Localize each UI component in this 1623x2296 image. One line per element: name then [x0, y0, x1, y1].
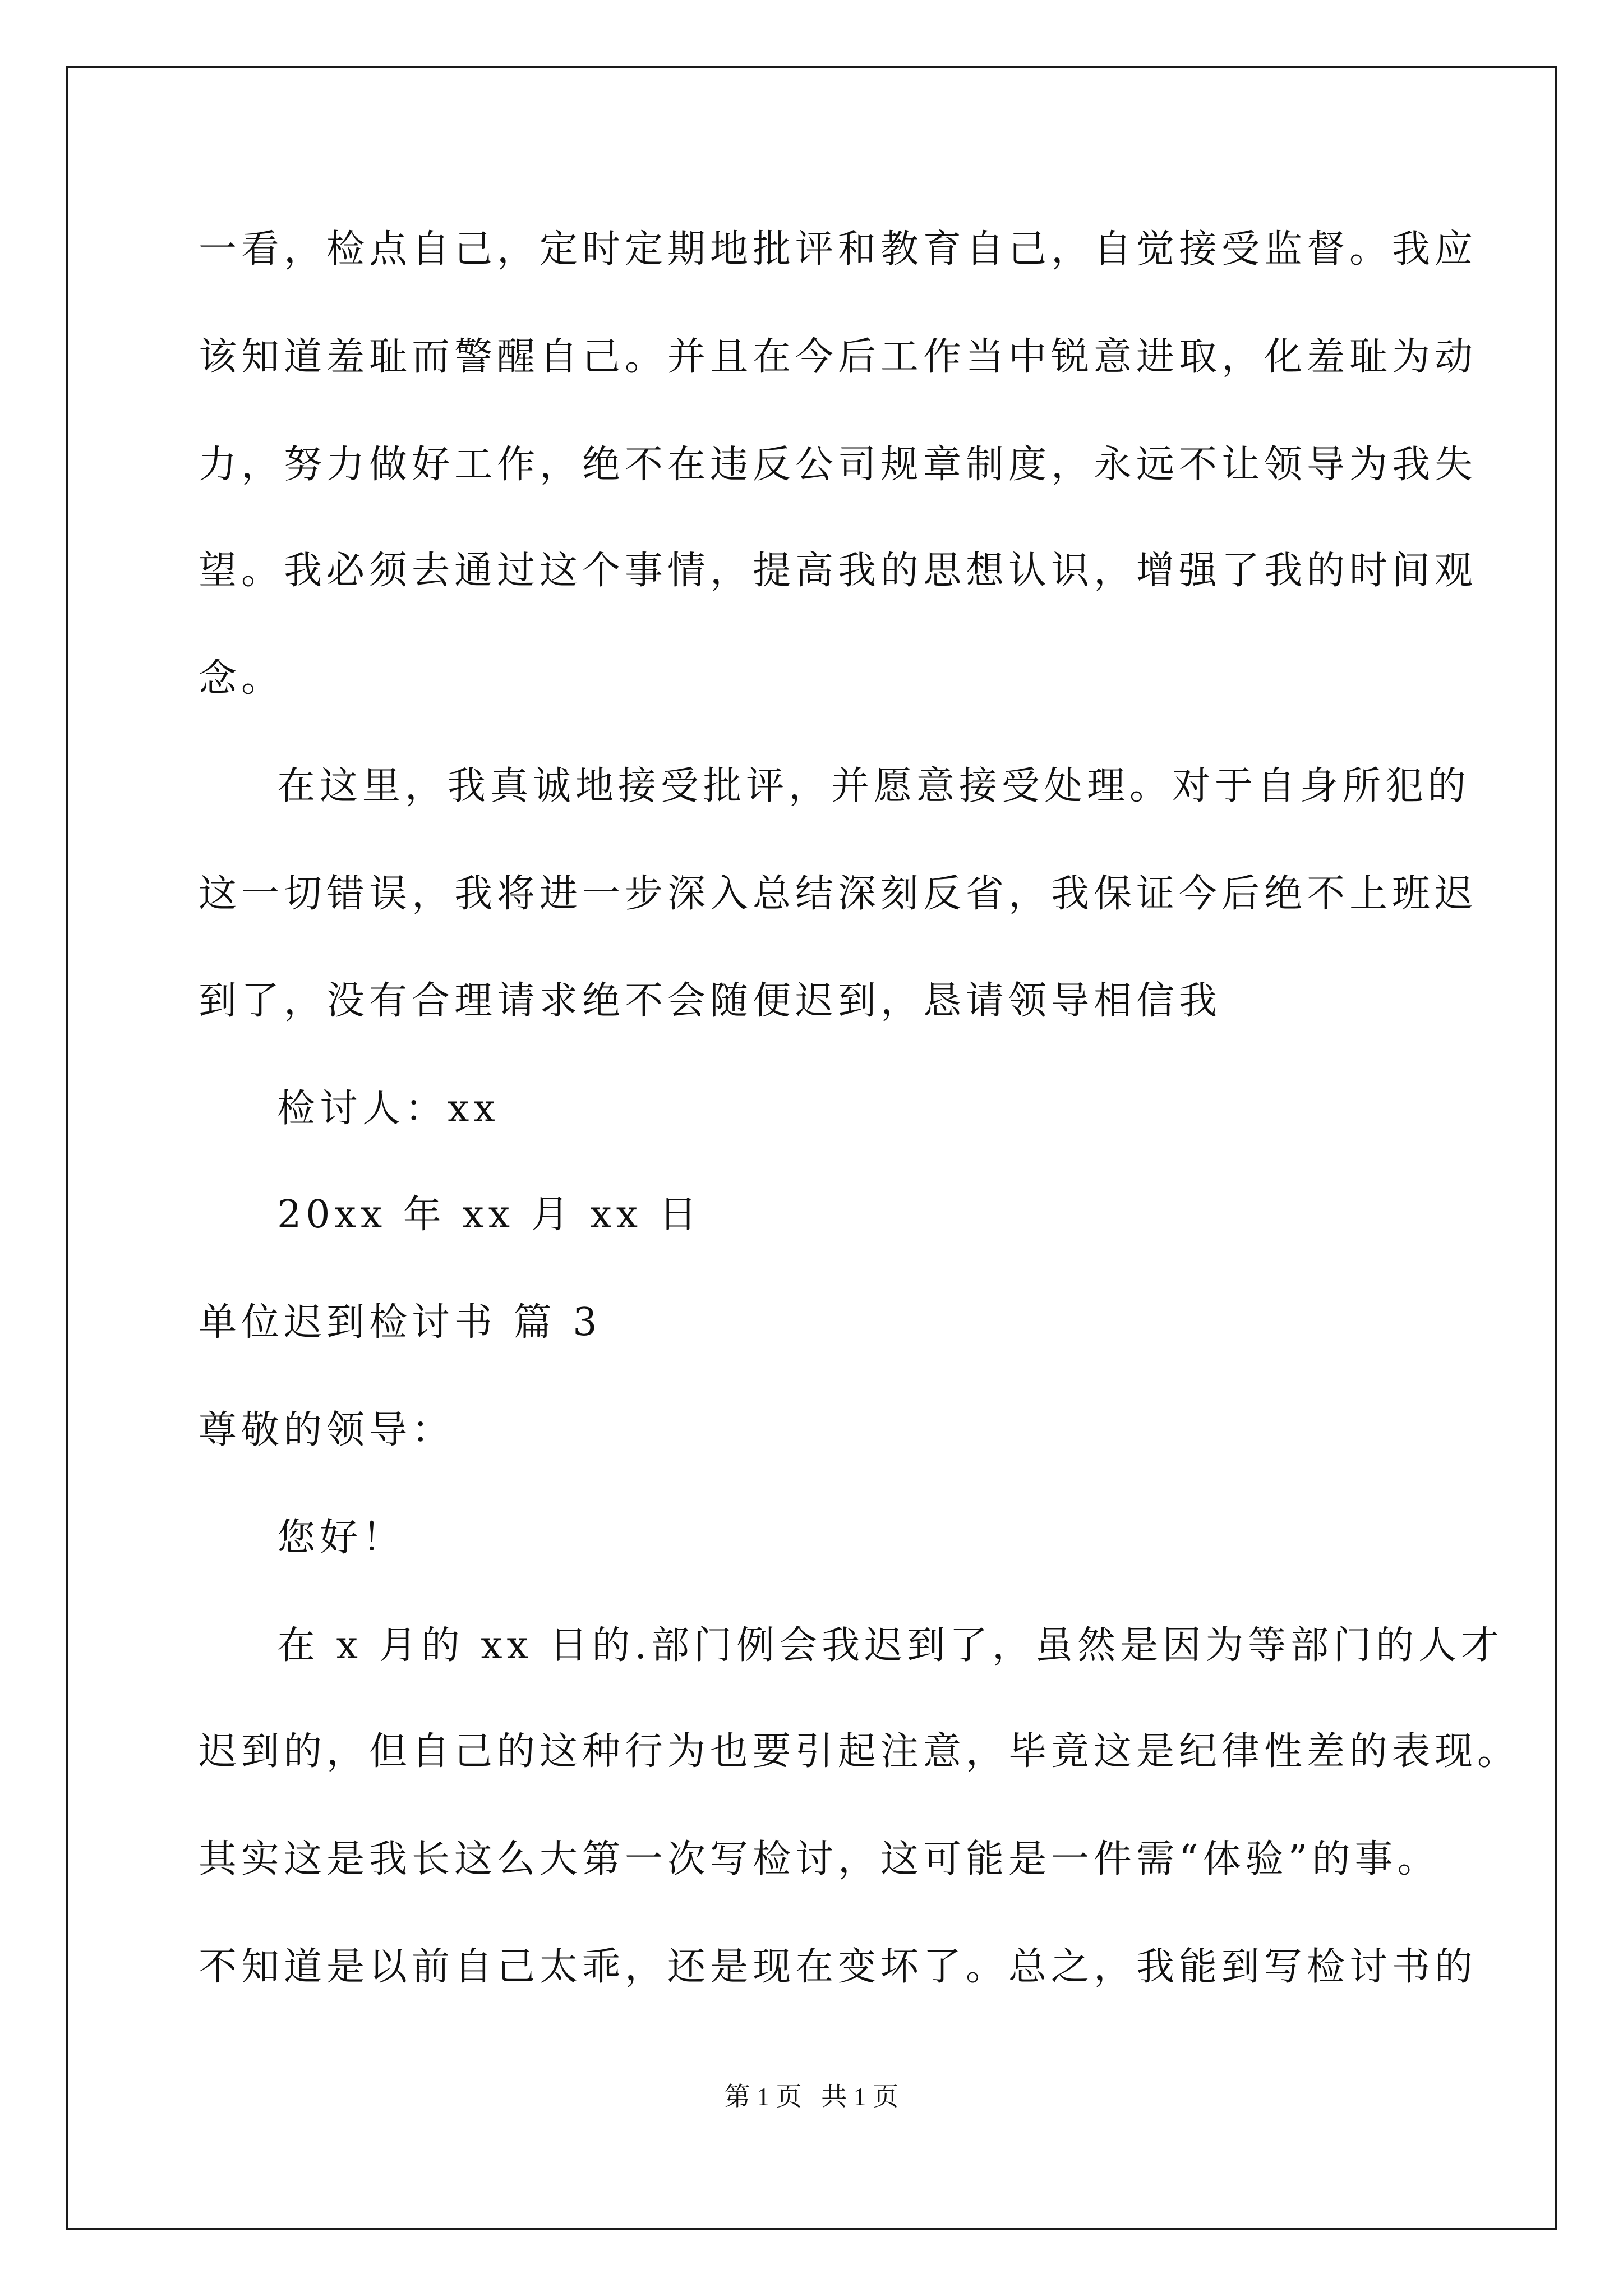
section-heading: 单位迟到检讨书 篇 3	[199, 1300, 602, 1345]
greeting: 您好！	[277, 1516, 405, 1560]
paragraph-line: 念。	[199, 656, 284, 701]
paragraph-line: 不知道是以前自己太乖，还是现在变坏了。总之，我能到写检讨书的	[199, 1945, 1478, 1989]
date-line: 20xx 年 xx 月 xx 日	[277, 1193, 702, 1237]
paragraph-line: 迟到的，但自己的这种行为也要引起注意，毕竟这是纪律性差的表现。	[199, 1729, 1520, 1774]
paragraph-line: 在 x 月的 xx 日的.部门例会我迟到了，虽然是因为等部门的人才	[277, 1623, 1504, 1668]
paragraph-line: 其实这是我长这么大第一次写检讨，这可能是一件需“体验”的事。	[199, 1837, 1440, 1881]
paragraph-line: 该知道羞耻而警醒自己。并且在今后工作当中锐意进取，化羞耻为动	[199, 335, 1478, 379]
salutation: 尊敬的领导：	[199, 1408, 455, 1452]
paragraph-line: 望。我必须去通过这个事情，提高我的思想认识，增强了我的时间观	[199, 549, 1478, 593]
page-border	[66, 66, 1557, 2230]
paragraph-line: 一看，检点自己，定时定期地批评和教育自己，自觉接受监督。我应	[199, 227, 1478, 272]
paragraph-line: 这一切错误，我将进一步深入总结深刻反省，我保证今后绝不上班迟	[199, 872, 1478, 916]
paragraph-line: 力，努力做好工作，绝不在违反公司规章制度，永远不让领导为我失	[199, 443, 1478, 487]
paragraph-line: 在这里，我真诚地接受批评，并愿意接受处理。对于自身所犯的	[277, 764, 1471, 808]
signature-line: 检讨人：xx	[277, 1087, 500, 1131]
paragraph-line: 到了，没有合理请求绝不会随便迟到，恳请领导相信我	[199, 979, 1222, 1023]
page-number-footer: 第 1 页 共 1 页	[724, 2082, 899, 2111]
